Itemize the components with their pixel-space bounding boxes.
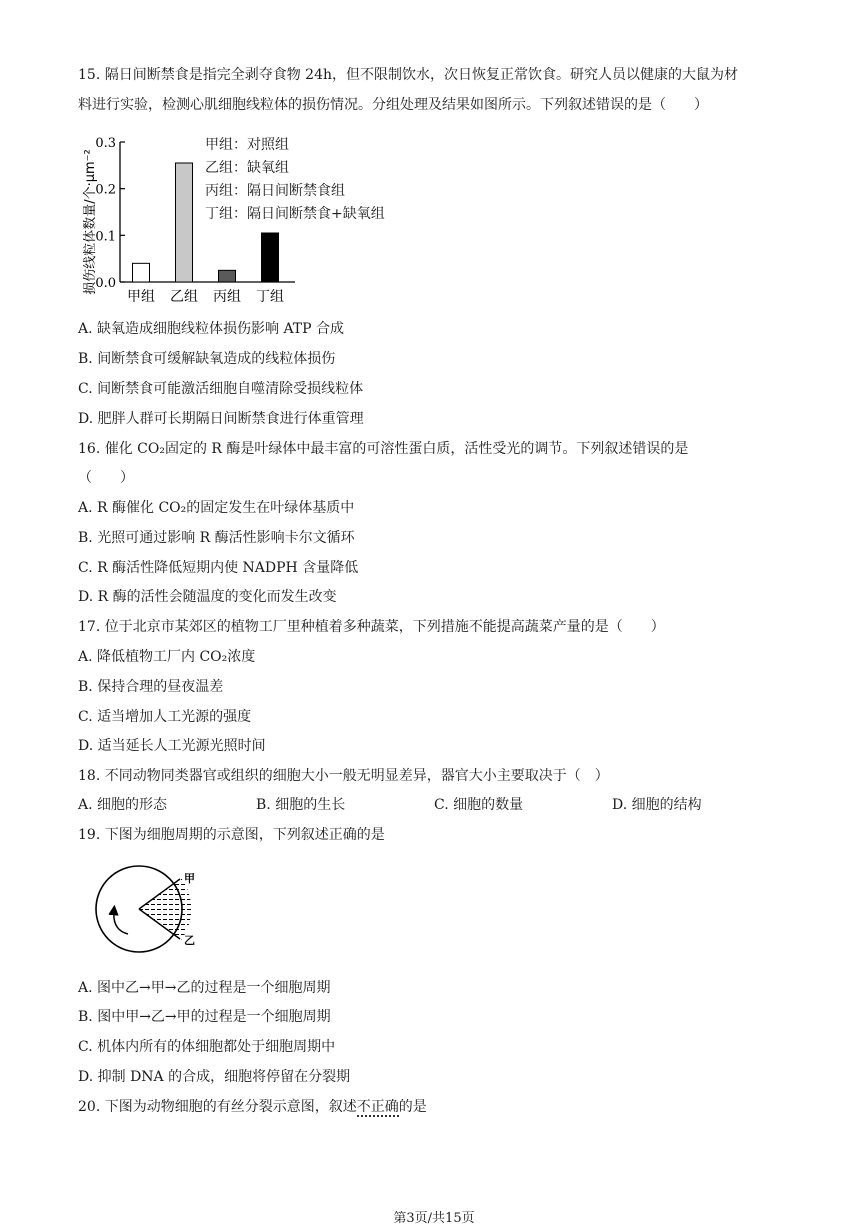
q18-option-c: C. 细胞的数量 bbox=[434, 797, 524, 813]
q15-stem-line1: 15. 隔日间断禁食是指完全剥夺食物 24h，但不限制饮水，次日恢复正常饮食。研究人员以健康的大鼠为材 bbox=[78, 67, 738, 83]
q18-stem: 18. 不同动物同类器官或组织的细胞大小一般无明显差异，器官大小主要取决于（ ） bbox=[78, 768, 609, 784]
q20-stem-emphasis: 不正确 bbox=[356, 1099, 399, 1115]
bar-2 bbox=[176, 163, 193, 282]
q16-option-d: D. R 酶的活性会随温度的变化而发生改变 bbox=[78, 589, 337, 605]
x-category-label: 甲组 bbox=[127, 289, 155, 305]
legend-item-2: 乙组：缺氧组 bbox=[205, 160, 289, 176]
q19-option-c: C. 机体内所有的体细胞都处于细胞周期中 bbox=[78, 1039, 336, 1055]
y-tick-label: 0.3 bbox=[95, 136, 116, 151]
page-footer: 第3页/共15页 bbox=[393, 1211, 475, 1226]
q19-option-b: B. 图中甲→乙→甲的过程是一个细胞周期 bbox=[78, 1009, 331, 1025]
q19-stem: 19. 下图为细胞周期的示意图，下列叙述正确的是 bbox=[78, 827, 385, 843]
q20-stem bbox=[78, 1098, 427, 1116]
q17-option-a: A. 降低植物工厂内 CO₂浓度 bbox=[78, 649, 256, 665]
q17-stem: 17. 位于北京市某郊区的植物工厂里种植着多种蔬菜，下列措施不能提高蔬菜产量的是（ ） bbox=[78, 619, 665, 635]
q17-option-c: C. 适当增加人工光源的强度 bbox=[78, 709, 252, 725]
bar-1 bbox=[133, 263, 150, 282]
q17-option-b: B. 保持合理的昼夜温差 bbox=[78, 679, 224, 695]
q17-option-d: D. 适当延长人工光源光照时间 bbox=[78, 738, 266, 754]
q20-stem-prefix: 20. 下图为动物细胞的有丝分裂示意图，叙述 bbox=[78, 1099, 357, 1115]
q16-stem-line2: （ ） bbox=[78, 470, 134, 486]
y-tick-label: 0.0 bbox=[95, 276, 116, 291]
q15-option-b: B. 间断禁食可缓解缺氧造成的线粒体损伤 bbox=[78, 351, 336, 367]
label-yi: 乙 bbox=[184, 934, 195, 947]
label-jia: 甲 bbox=[184, 872, 195, 885]
q15-option-c: C. 间断禁食可能激活细胞自噬清除受损线粒体 bbox=[78, 381, 364, 397]
q15-option-d: D. 肥胖人群可长期隔日间断禁食进行体重管理 bbox=[78, 411, 364, 427]
legend-item-4: 丁组：隔日间断禁食+缺氧组 bbox=[205, 206, 385, 222]
q16-option-c: C. R 酶活性降低短期内使 NADPH 含量降低 bbox=[78, 560, 359, 576]
x-category-label: 乙组 bbox=[170, 289, 198, 305]
bar-4 bbox=[262, 233, 279, 282]
q16-option-a: A. R 酶催化 CO₂的固定发生在叶绿体基质中 bbox=[78, 500, 355, 516]
q16-option-b: B. 光照可通过影响 R 酶活性影响卡尔文循环 bbox=[78, 530, 355, 546]
y-tick-label: 0.2 bbox=[95, 182, 116, 198]
bar-3 bbox=[219, 270, 236, 282]
q15-option-a: A. 缺氧造成细胞线粒体损伤影响 ATP 合成 bbox=[78, 321, 345, 337]
q19-option-d: D. 抑制 DNA 的合成，细胞将停留在分裂期 bbox=[78, 1069, 351, 1085]
q15-stem-line2: 料进行实验，检测心肌细胞线粒体的损伤情况。分组处理及结果如图所示。下列叙述错误的是（ ） bbox=[78, 97, 708, 113]
y-tick-label: 0.1 bbox=[95, 229, 116, 245]
x-category-label: 丙组 bbox=[213, 289, 241, 305]
q18-option-a: A. 细胞的形态 bbox=[78, 797, 168, 813]
q18-option-d: D. 细胞的结构 bbox=[612, 797, 702, 813]
legend-item-1: 甲组：对照组 bbox=[205, 137, 289, 153]
cell-cycle-diagram bbox=[92, 862, 207, 957]
q20-stem-suffix: 的是 bbox=[398, 1099, 427, 1115]
q16-stem-line1: 16. 催化 CO₂固定的 R 酶是叶绿体中最丰富的可溶性蛋白质，活性受光的调节。下列叙述错误的是 bbox=[78, 441, 689, 457]
legend-item-3: 丙组：隔日间断禁食组 bbox=[205, 183, 345, 199]
x-category-label: 丁组 bbox=[256, 289, 284, 305]
q18-option-b: B. 细胞的生长 bbox=[256, 797, 346, 813]
q19-option-a: A. 图中乙→甲→乙的过程是一个细胞周期 bbox=[78, 980, 331, 996]
chart-ylabel: 损伤线粒体数量/个·μm⁻² bbox=[83, 149, 98, 295]
